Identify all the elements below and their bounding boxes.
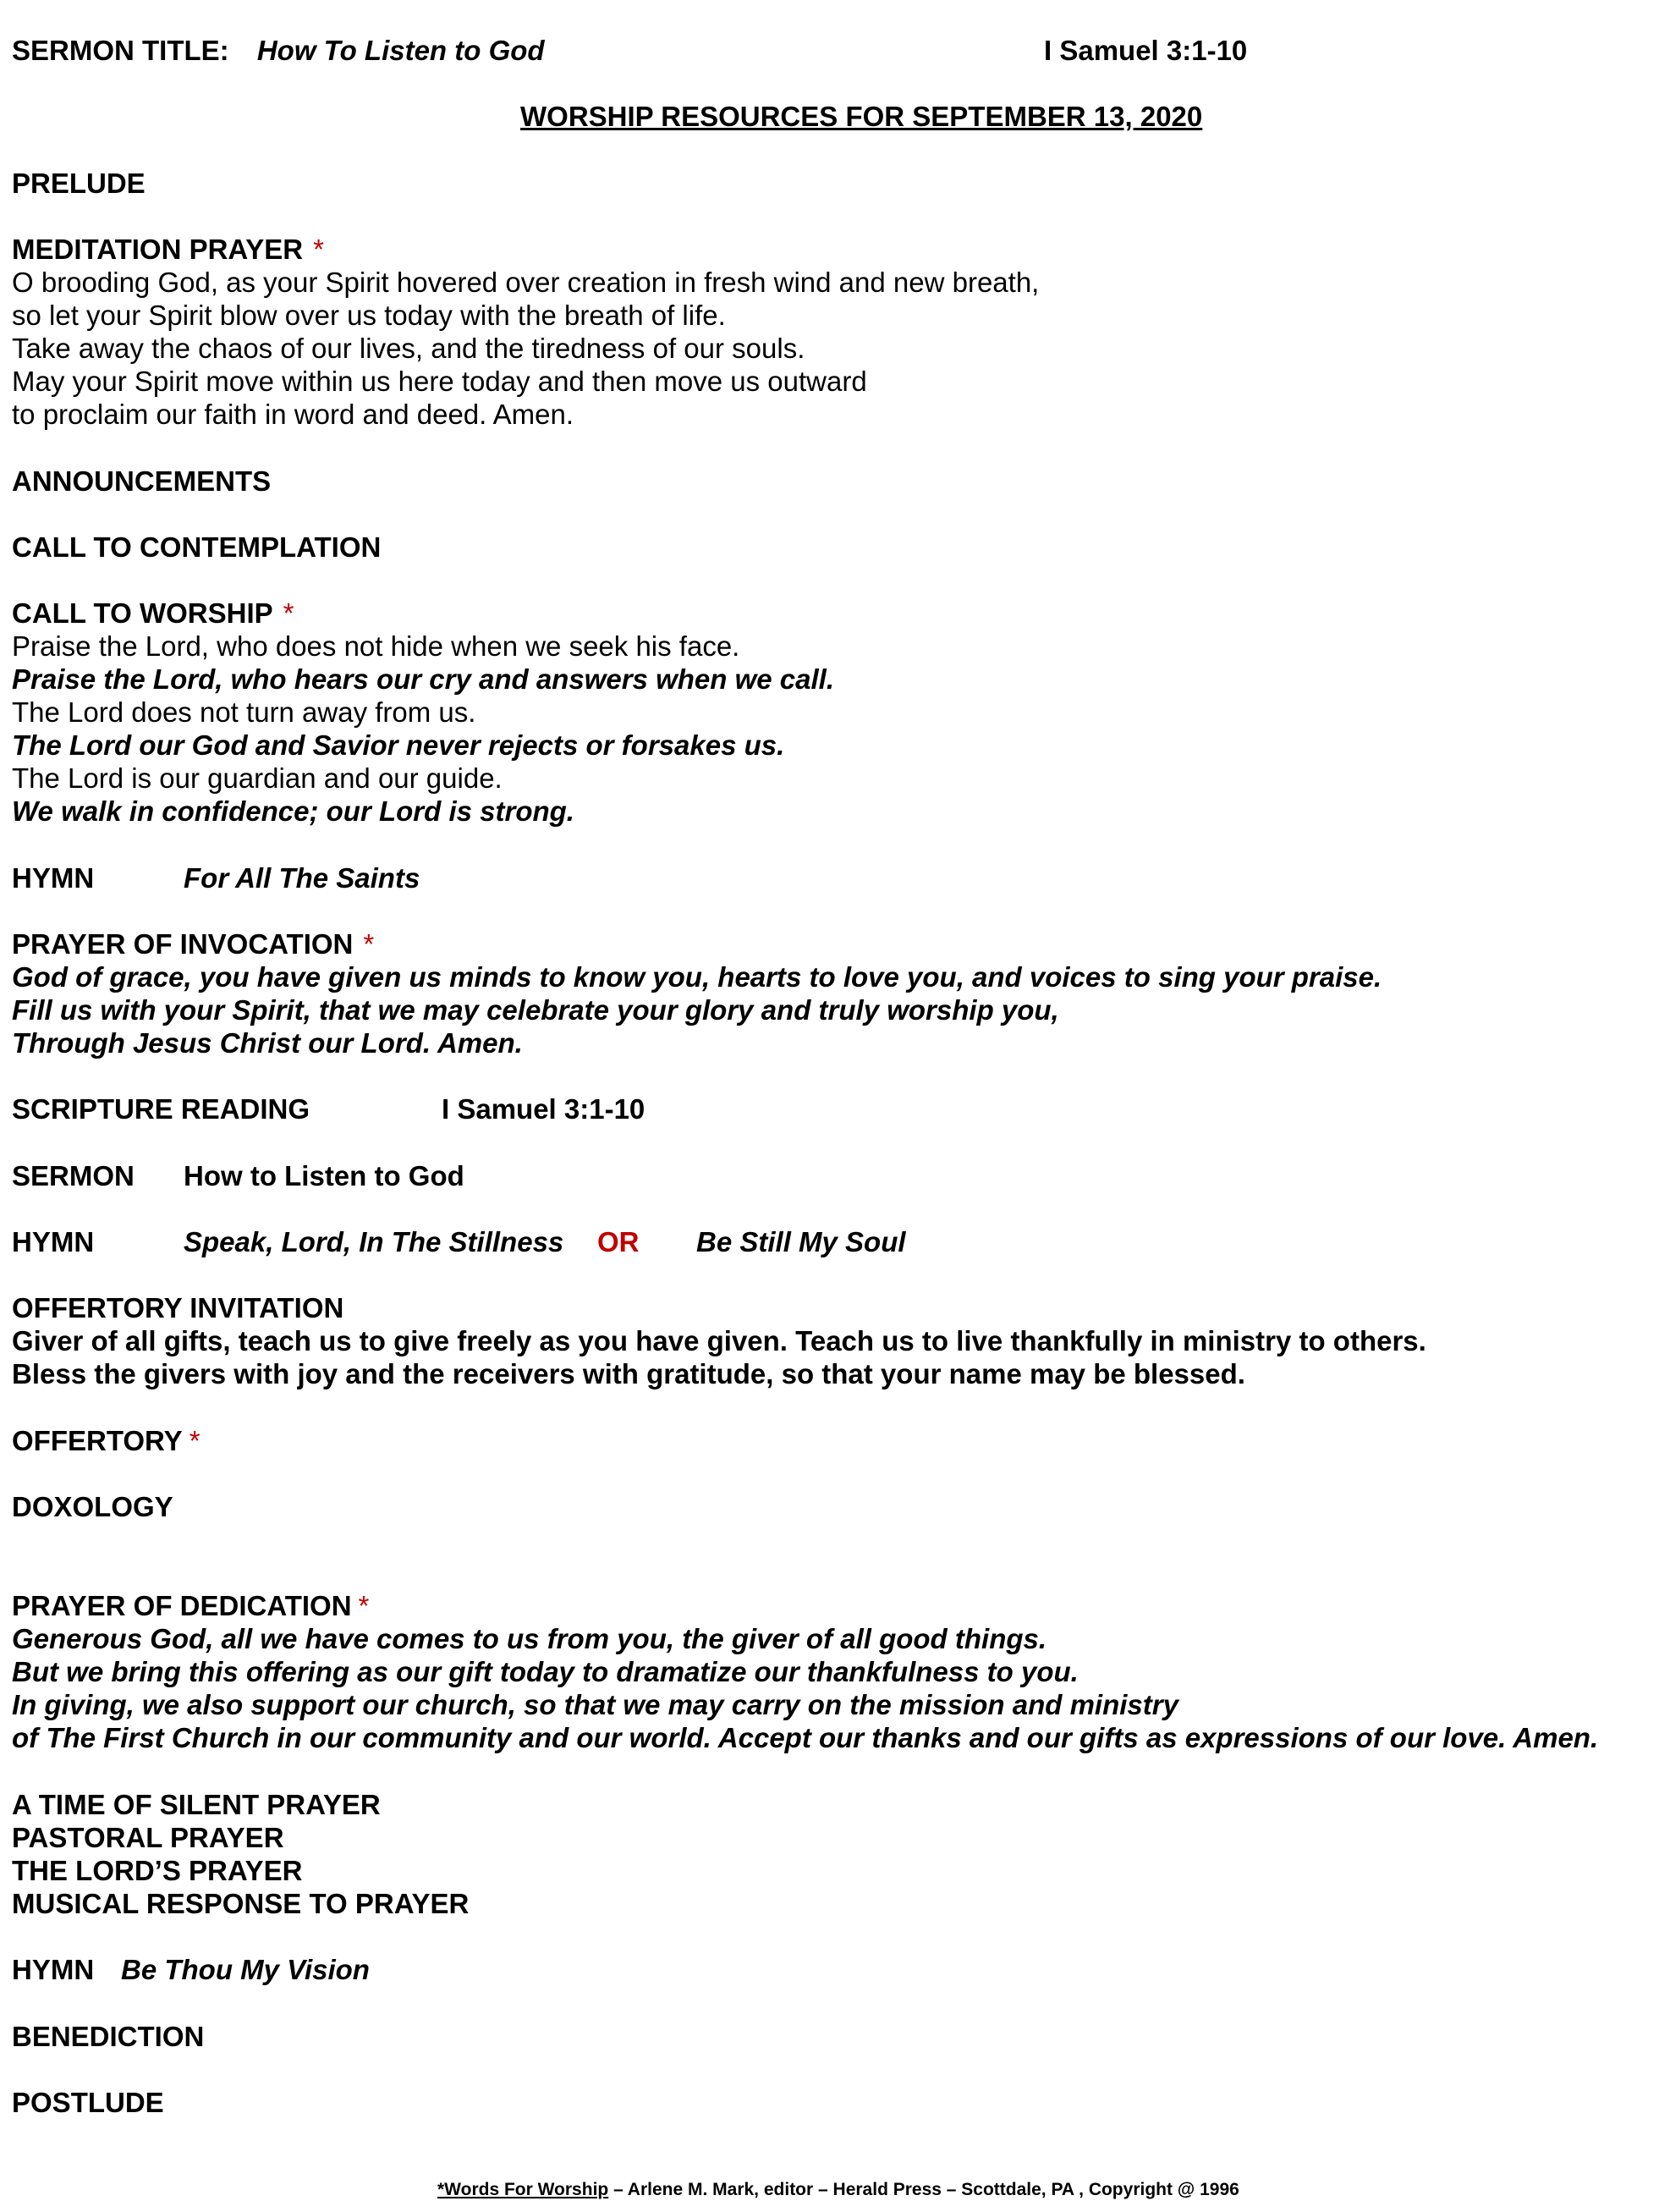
asterisk-marker: * (313, 234, 324, 265)
hymn-label: HYMN (12, 1226, 95, 1257)
people-response-line: Praise the Lord, who hears our cry and answers when we call. (12, 663, 834, 695)
dedication-line: of The First Church in our community and our world. Accept our thanks and our gifts as expressions of our love. Amen. (12, 1722, 1599, 1753)
meditation-line: to proclaim our faith in word and deed. Amen. (12, 399, 574, 430)
dedication-line: In giving, we also support our church, so that we may carry on the mission and ministry (12, 1689, 1178, 1720)
call-to-worship-heading-row (12, 597, 294, 630)
offertory-heading-row (12, 1424, 201, 1458)
sermon-title: How To Listen to God (256, 35, 545, 66)
offertory-invitation-heading: OFFERTORY INVITATION (12, 1292, 344, 1323)
leader-line: Praise the Lord, who does not hide when we seek his face. (12, 630, 740, 662)
people-response-line: We walk in confidence; our Lord is strong. (12, 795, 574, 827)
hymn-label: HYMN (12, 1954, 95, 1985)
invocation-line: Fill us with your Spirit, that we may celebrate your glory and truly worship you, (12, 994, 1059, 1026)
scripture-reading-label: SCRIPTURE READING (12, 1093, 310, 1125)
meditation-line: May your Spirit move within us here today and then move us outward (12, 366, 867, 397)
asterisk-marker: * (363, 928, 375, 960)
footer-rest: – Arlene M. Mark, editor – Herald Press – Scottdale, PA , Copyright @ 1996 (608, 2180, 1239, 2199)
leader-line: The Lord is our guardian and our guide. (12, 762, 503, 794)
hymn-label: HYMN (12, 862, 95, 894)
meditation-line: Take away the chaos of our lives, and the tiredness of our souls. (12, 333, 805, 364)
asterisk-marker: * (358, 1590, 370, 1621)
invocation-heading-row (12, 927, 374, 961)
hymn-option: Speak, Lord, In The Stillness (184, 1226, 564, 1257)
scripture-reading-ref: I Samuel 3:1-10 (442, 1093, 645, 1125)
offertory-heading: OFFERTORY (12, 1425, 183, 1456)
announcements-heading: ANNOUNCEMENTS (12, 465, 272, 497)
sermon-scripture: I Samuel 3:1-10 (1044, 35, 1248, 66)
dedication-line: Generous God, all we have comes to us from you, the giver of all good things. (12, 1623, 1047, 1654)
leader-line: The Lord does not turn away from us. (12, 696, 476, 728)
prelude-heading: PRELUDE (12, 168, 146, 199)
footer-credit (437, 2179, 1239, 2201)
dedication-line: But we bring this offering as our gift today to dramatize our thankfulness to you. (12, 1656, 1079, 1687)
postlude-heading: POSTLUDE (12, 2087, 164, 2118)
call-to-worship-heading: CALL TO WORSHIP (12, 597, 273, 629)
hymn-title: Be Thou My Vision (121, 1954, 370, 1985)
or-separator: OR (597, 1226, 640, 1257)
sermon-title-label: SERMON TITLE: (12, 35, 229, 66)
dedication-heading: PRAYER OF DEDICATION (12, 1590, 352, 1621)
asterisk-marker: * (189, 1425, 201, 1456)
hymn-title: For All The Saints (184, 862, 420, 894)
meditation-line: O brooding God, as your Spirit hovered over creation in fresh wind and new breath, (12, 267, 1040, 298)
sermon-title-text: How to Listen to God (184, 1160, 464, 1191)
invocation-line: Through Jesus Christ our Lord. Amen. (12, 1027, 523, 1059)
offertory-invitation-line: Giver of all gifts, teach us to give freely as you have given. Teach us to live thankfully in ministry to others. (12, 1325, 1426, 1356)
asterisk-marker: * (283, 597, 294, 629)
offertory-invitation-line: Bless the givers with joy and the receivers with gratitude, so that your name may be blessed. (12, 1358, 1245, 1389)
invocation-line: God of grace, you have given us minds to know you, hearts to love you, and voices to sing your praise. (12, 961, 1382, 993)
page-subtitle: WORSHIP RESOURCES FOR SEPTEMBER 13, 2020 (520, 101, 1203, 132)
footer-source: *Words For Worship (437, 2180, 609, 2199)
people-response-line: The Lord our God and Savior never rejects or forsakes us. (12, 729, 785, 761)
meditation-line: so let your Spirit blow over us today with the breath of life. (12, 300, 726, 331)
meditation-heading-row (12, 233, 324, 267)
prayer-list-item: THE LORD’S PRAYER (12, 1855, 303, 1886)
meditation-heading: MEDITATION PRAYER (12, 234, 304, 265)
invocation-heading: PRAYER OF INVOCATION (12, 928, 354, 960)
prayer-list-item: PASTORAL PRAYER (12, 1822, 284, 1853)
call-to-contemplation-heading: CALL TO CONTEMPLATION (12, 531, 382, 563)
hymn-option: Be Still My Soul (696, 1226, 906, 1257)
sermon-label: SERMON (12, 1160, 135, 1191)
dedication-heading-row (12, 1589, 369, 1623)
benediction-heading: BENEDICTION (12, 2021, 205, 2052)
prayer-list-item: MUSICAL RESPONSE TO PRAYER (12, 1888, 470, 1919)
prayer-list-item: A TIME OF SILENT PRAYER (12, 1789, 381, 1820)
doxology-heading: DOXOLOGY (12, 1491, 173, 1522)
sermon-title-row (12, 34, 545, 68)
